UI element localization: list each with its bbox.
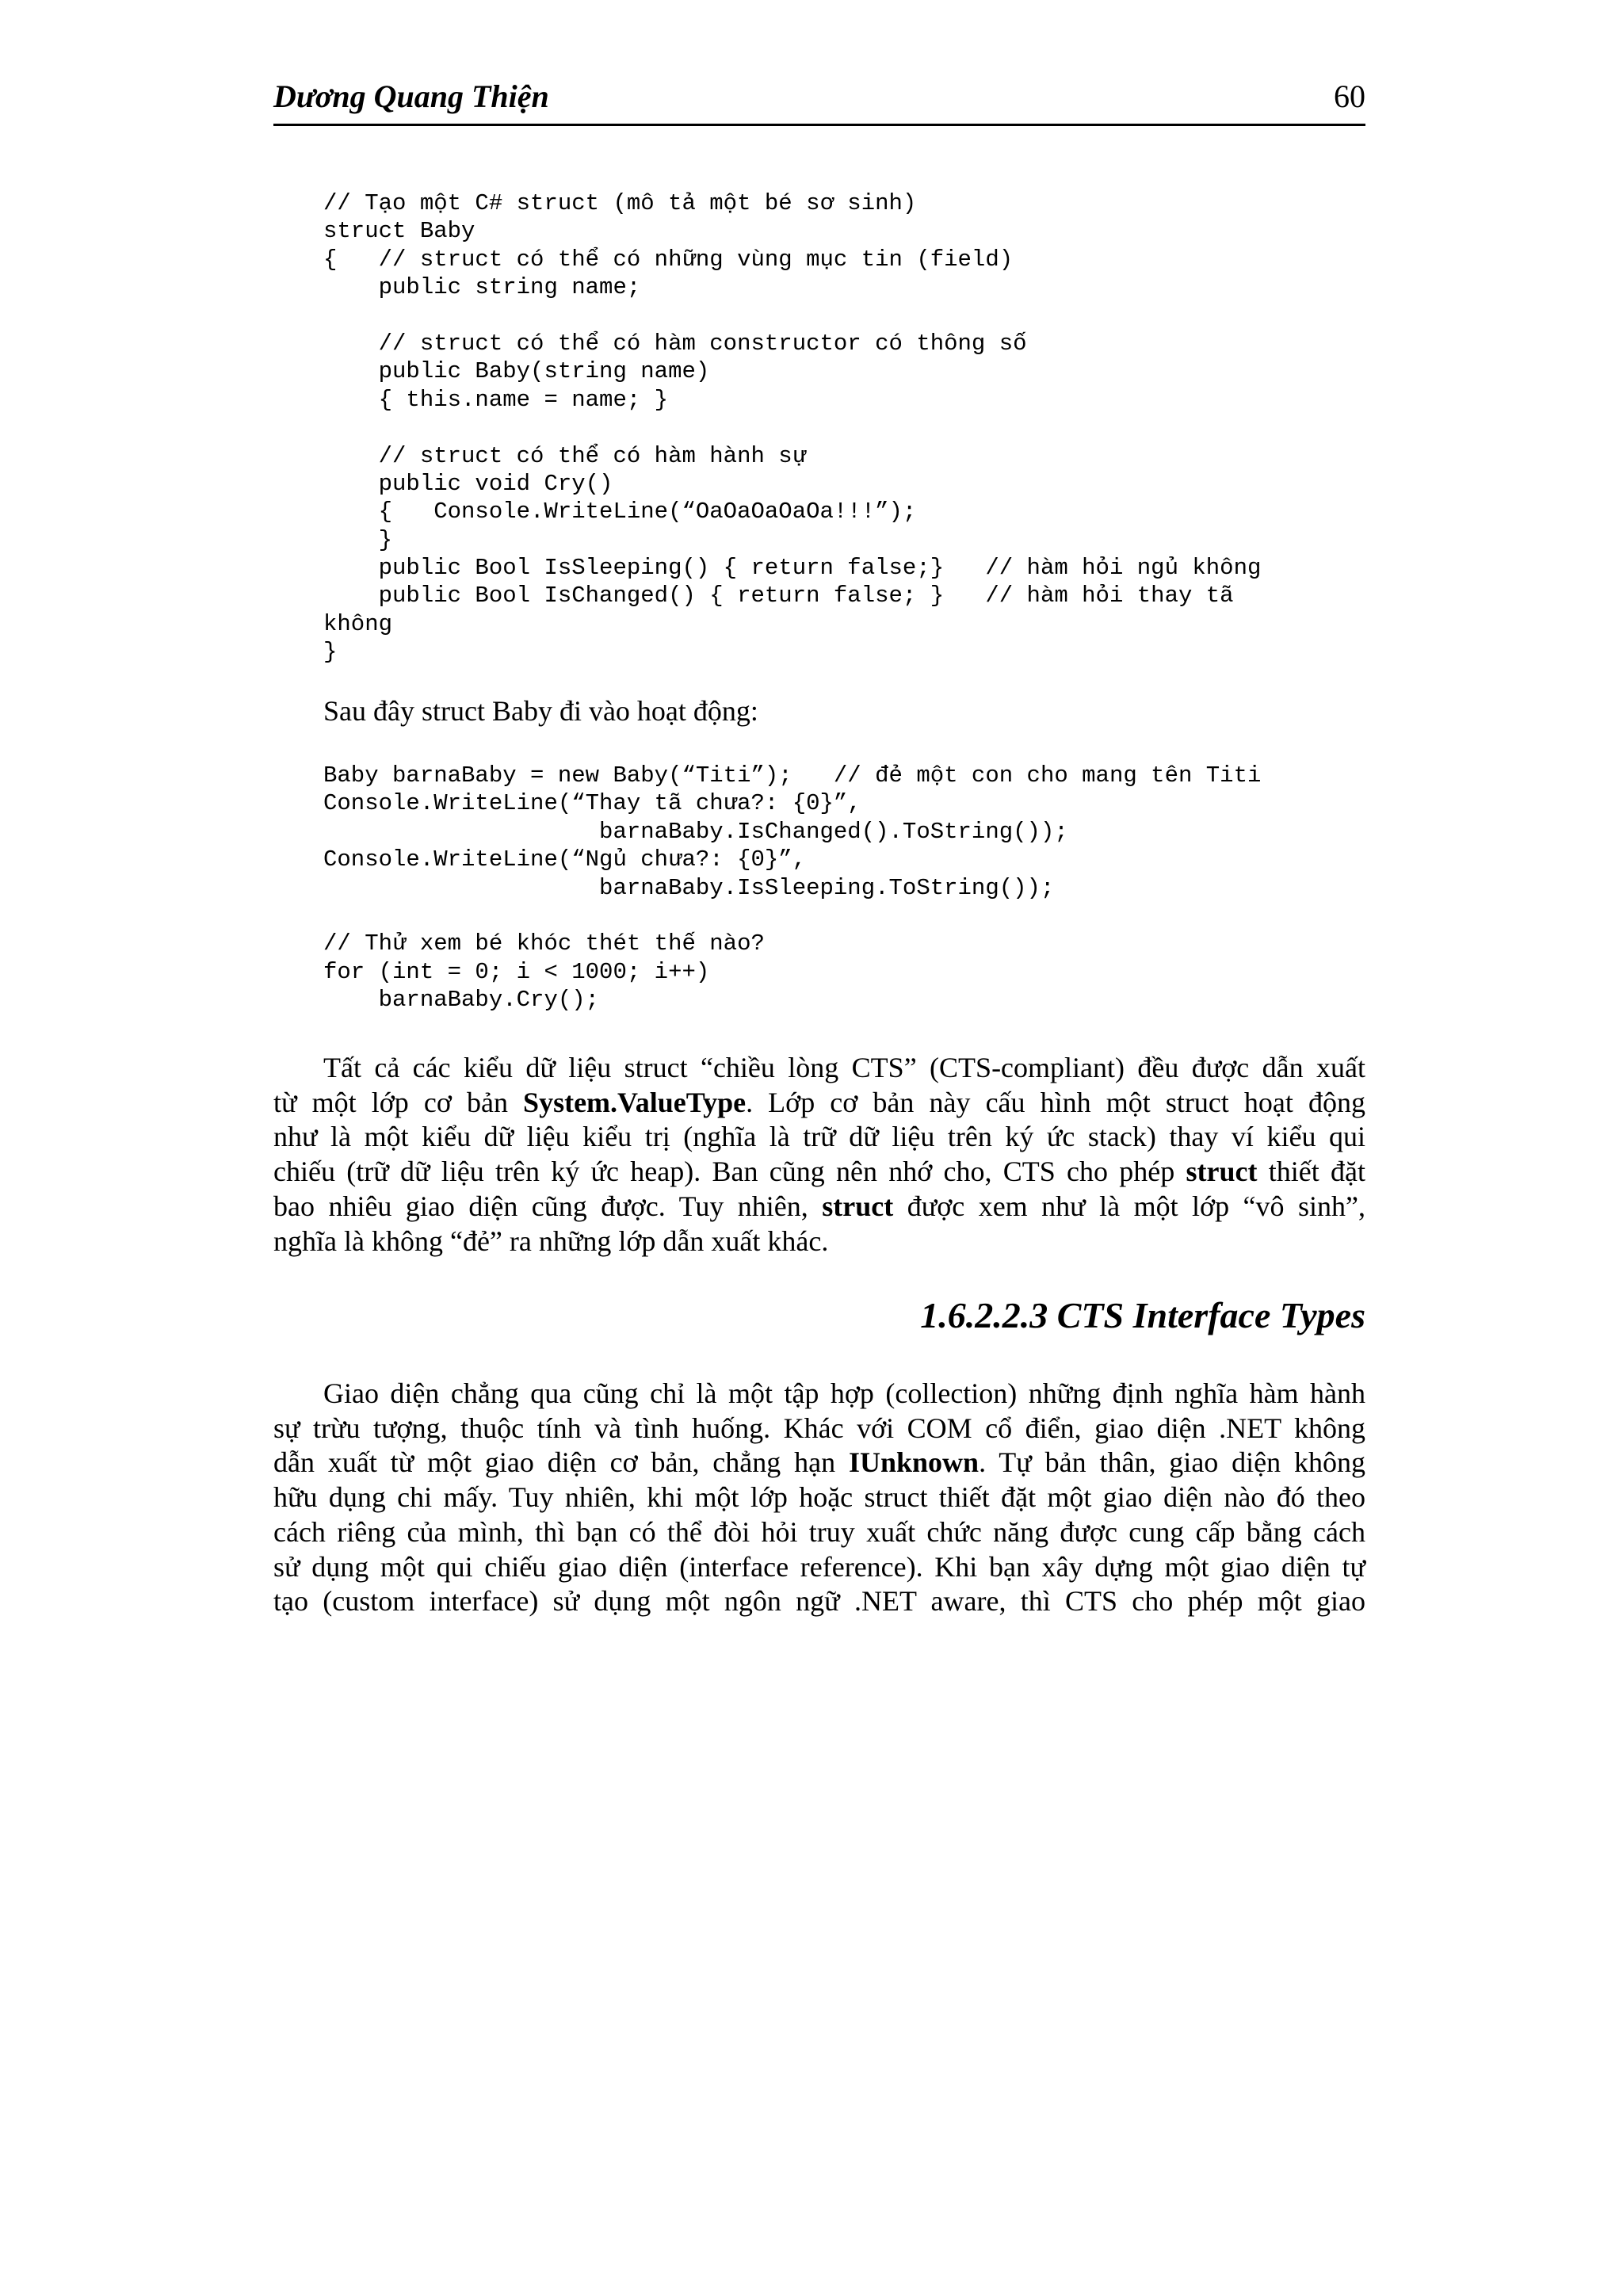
code-line xyxy=(323,902,1261,930)
header-author: Dương Quang Thiện xyxy=(273,78,549,114)
code-line: public Baby(string name) xyxy=(323,358,710,385)
code-line: for (int = 0; i < 1000; i++) xyxy=(323,958,710,985)
section-heading: 1.6.2.2.3 CTS Interface Types xyxy=(920,1295,1365,1335)
code-line xyxy=(323,414,1261,441)
code-line: { this.name = name; } xyxy=(323,386,669,413)
code-line: public Bool IsSleeping() { return false;} // hàm hỏi ngủ không xyxy=(323,555,1262,582)
intro-text: Sau đây struct Baby đi vào hoạt động: xyxy=(323,695,758,727)
paragraph-line: Tất cả các kiểu dữ liệu struct “chiều lòng CTS” (CTS-compliant) đều được dẫn xuất xyxy=(323,1052,1365,1083)
code-line: public void Cry() xyxy=(323,470,613,497)
paragraph-line xyxy=(273,1190,1365,1224)
text-run: . Tự bản thân, giao diện không xyxy=(979,1446,1365,1479)
code-line: // struct có thể có hàm constructor có thông số xyxy=(323,330,1027,357)
text-run: chiếu (trữ dữ liệu trên ký ức heap). Ban cũng nên nhớ cho, CTS cho phép xyxy=(273,1156,1186,1188)
code-line: // Tạo một C# struct (mô tả một bé sơ sinh) xyxy=(323,190,917,216)
paragraph-line: sự trừu tượng, thuộc tính và tình huống. Khác với COM cổ điển, giao diện .NET không xyxy=(273,1412,1365,1444)
paragraph-line: hữu dụng chi mấy. Tuy nhiên, khi một lớp hoặc struct thiết đặt một giao diện nào đó theo xyxy=(273,1481,1365,1514)
code-line: Console.WriteLine(“Thay tã chưa?: {0}”, xyxy=(323,790,861,817)
code-block-baby-usage xyxy=(323,762,1261,1014)
page-number: 60 xyxy=(1334,78,1365,114)
text-run: dẫn xuất từ một giao diện cơ bản, chẳng hạn xyxy=(273,1446,849,1479)
page-header xyxy=(273,78,1365,126)
code-line: } xyxy=(323,526,393,553)
paragraph-line xyxy=(273,1446,1365,1480)
paragraph-line: tạo (custom interface) sử dụng một ngôn ngữ .NET aware, thì CTS cho phép một giao xyxy=(273,1585,1365,1618)
text-run: bao nhiêu giao diện cũng được. Tuy nhiên, xyxy=(273,1190,823,1222)
code-line: không xyxy=(323,610,393,637)
code-line: barnaBaby.Cry(); xyxy=(323,987,600,1014)
code-line: { // struct có thể có những vùng mục tin (field) xyxy=(323,246,1014,273)
paragraph-line: sử dụng một qui chiếu giao diện (interface reference). Khi bạn xây dựng một giao diện tự xyxy=(273,1550,1365,1583)
text-run: từ một lớp cơ bản xyxy=(273,1086,524,1118)
code-line: // struct có thể có hàm hành sự xyxy=(323,442,807,469)
code-line: public Bool IsChanged() { return false; } // hàm hỏi thay tã xyxy=(323,583,1234,609)
paragraph-line: Giao diện chẳng qua cũng chỉ là một tập hợp (collection) những định nghĩa hàm hành xyxy=(323,1377,1365,1409)
code-line: Baby barnaBaby = new Baby(“Titi”); // đẻ một con cho mang tên Titi xyxy=(323,762,1262,789)
bold-term: IUnknown xyxy=(848,1446,980,1479)
code-line: barnaBaby.IsSleeping.ToString()); xyxy=(323,874,1055,901)
paragraph-struct-valuetype xyxy=(273,1051,1365,1259)
code-line: struct Baby xyxy=(323,218,475,245)
code-line: // Thử xem bé khóc thét thế nào? xyxy=(323,930,765,957)
paragraph-line xyxy=(273,1086,1365,1121)
paragraph-line: cách riêng của mình, thì bạn có thể đòi hỏi truy xuất chức năng được cung cấp bằng cách xyxy=(273,1515,1365,1548)
paragraph-interface-types xyxy=(273,1377,1365,1619)
text-run: . Lớp cơ bản này cấu hình một struct hoạt động xyxy=(746,1086,1365,1118)
code-line: public string name; xyxy=(323,274,641,301)
paragraph-line: nghĩa là không “đẻ” ra những lớp dẫn xuất khác. xyxy=(273,1224,829,1257)
code-line: Console.WriteLine(“Ngủ chưa?: {0}”, xyxy=(323,846,807,873)
text-run: được xem như là một lớp “vô sinh”, xyxy=(893,1190,1365,1222)
bold-term: struct xyxy=(1186,1156,1258,1188)
code-block-baby-struct xyxy=(323,189,1261,667)
paragraph-line: như là một kiểu dữ liệu kiểu trị (nghĩa là trữ dữ liệu trên ký ức stack) thay ví kiểu qui xyxy=(273,1121,1365,1153)
code-line: { Console.WriteLine(“OaOaOaOaOa!!!”); xyxy=(323,499,917,525)
code-line: barnaBaby.IsChanged().ToString()); xyxy=(323,818,1068,845)
code-line: } xyxy=(323,639,338,666)
bold-term: struct xyxy=(822,1190,894,1222)
paragraph-line xyxy=(273,1155,1365,1190)
text-run: thiết đặt xyxy=(1257,1156,1365,1188)
bold-term: System.ValueType xyxy=(523,1086,747,1118)
code-line xyxy=(323,302,1261,330)
